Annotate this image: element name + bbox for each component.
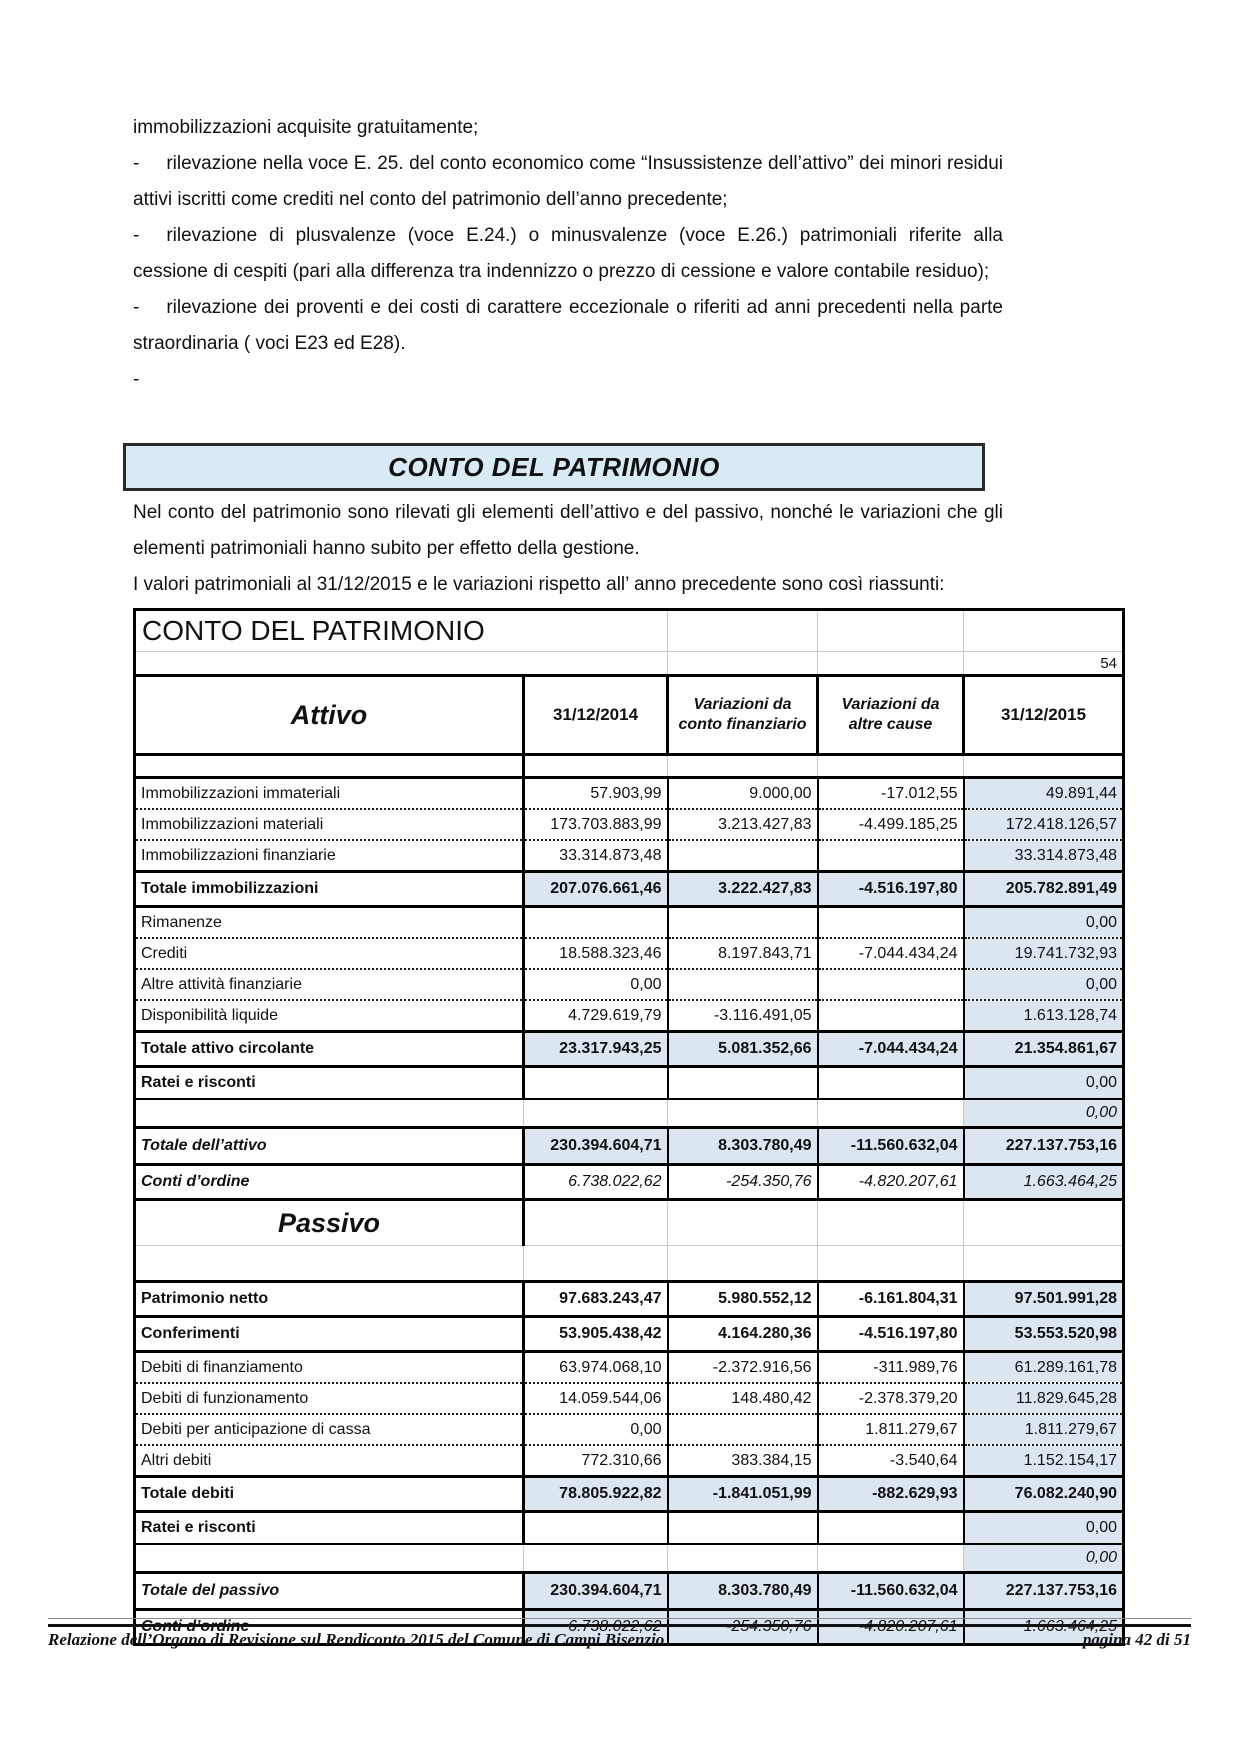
row-value-c2: -254.350,76 [668,1610,818,1645]
row-value-c1 [524,907,668,939]
row-value-c3: -7.044.434,24 [818,938,964,969]
row-value-c4: 61.289.161,78 [964,1352,1124,1384]
row-value-c3: -311.989,76 [818,1352,964,1384]
row-value-c4: 0,00 [964,1544,1124,1573]
row-value-c4: 76.082.240,90 [964,1477,1124,1512]
row-label: Immobilizzazioni immateriali [135,778,524,810]
table-row [135,1544,1124,1573]
row-value-c1: 97.683.243,47 [524,1282,668,1317]
row-value-c2 [668,1200,818,1246]
table-row [135,840,1124,872]
row-value-c1 [524,1544,668,1573]
row-value-c2 [668,1246,818,1282]
footer-page-number: pagina 42 di 51 [1082,1630,1191,1649]
row-value-c3: -6.161.804,31 [818,1282,964,1317]
row-label: Conferimenti [135,1317,524,1352]
row-value-c1: 230.394.604,71 [524,1573,668,1610]
row-label: Totale del passivo [135,1573,524,1610]
empty-cell [964,610,1124,652]
row-value-c2: 148.480,42 [668,1383,818,1414]
page-number-badge: 54 [964,652,1124,676]
row-value-c3: -7.044.434,24 [818,1032,964,1067]
row-value-c2 [668,755,818,778]
row-value-c1 [524,1200,668,1246]
table-row [135,809,1124,840]
row-value-c2: -254.350,76 [668,1165,818,1200]
row-value-c2: 3.213.427,83 [668,809,818,840]
row-value-c2: -3.116.491,05 [668,1000,818,1032]
row-value-c3: -11.560.632,04 [818,1573,964,1610]
column-header-variazioni-finanziario: Variazioni da conto finanziario [668,676,818,755]
empty-cell [668,652,818,676]
intro-line [133,110,1003,146]
row-value-c3: -4.516.197,80 [818,1317,964,1352]
row-value-c3 [818,907,964,939]
table-row [135,938,1124,969]
row-value-c1: 207.076.661,46 [524,872,668,907]
row-value-c4: 0,00 [964,1099,1124,1128]
intro-line-text: immobilizzazioni acquisite gratuitamente; [133,117,479,138]
row-value-c2: 5.081.352,66 [668,1032,818,1067]
row-label: Immobilizzazioni materiali [135,809,524,840]
row-value-c3 [818,1200,964,1246]
table-row [135,1317,1124,1352]
row-value-c3: -2.378.379,20 [818,1383,964,1414]
section-paragraphs [133,495,1003,603]
row-value-c3: -882.629,93 [818,1477,964,1512]
row-value-c3: -3.540,64 [818,1445,964,1477]
row-value-c4 [964,755,1124,778]
table-row [135,1246,1124,1282]
column-header-2014: 31/12/2014 [524,676,668,755]
table-row [135,1000,1124,1032]
row-label [135,1544,524,1573]
row-value-c2 [668,840,818,872]
section-title-box [123,443,985,491]
table-row [135,1477,1124,1512]
row-value-c1: 78.805.922,82 [524,1477,668,1512]
row-value-c2 [668,1067,818,1100]
table-row [135,969,1124,1000]
column-header-2015: 31/12/2015 [964,676,1124,755]
table-row [135,778,1124,810]
row-value-c2: 8.303.780,49 [668,1573,818,1610]
row-value-c2 [668,1099,818,1128]
row-label: Rimanenze [135,907,524,939]
row-value-c2 [668,1544,818,1573]
row-value-c1: 23.317.943,25 [524,1032,668,1067]
row-value-c2: 8.197.843,71 [668,938,818,969]
row-value-c3: 1.811.279,67 [818,1414,964,1445]
row-value-c1 [524,1512,668,1545]
row-value-c4: 49.891,44 [964,778,1124,810]
table-row [135,1099,1124,1128]
table-row [135,1512,1124,1545]
row-value-c4: 11.829.645,28 [964,1383,1124,1414]
row-value-c3 [818,1067,964,1100]
table-page-row [135,652,1124,676]
row-value-c4: 172.418.126,57 [964,809,1124,840]
row-value-c3 [818,1000,964,1032]
row-value-c4 [964,1246,1124,1282]
row-value-c4: 21.354.861,67 [964,1032,1124,1067]
table-row [135,907,1124,939]
row-value-c2: 383.384,15 [668,1445,818,1477]
row-value-c1 [524,1246,668,1282]
patrimonio-rows [135,755,1124,1645]
empty-cell [135,652,668,676]
row-value-c1: 173.703.883,99 [524,809,668,840]
row-value-c3 [818,1246,964,1282]
column-header-attivo: Attivo [135,676,524,755]
row-value-c2: 4.164.280,36 [668,1317,818,1352]
row-value-c1: 18.588.323,46 [524,938,668,969]
row-value-c4: 227.137.753,16 [964,1128,1124,1165]
empty-cell [668,610,818,652]
footer-left-text: Relazione dell’Organo di Revisione sul Rendiconto 2015 del Comune di Campi Bisenzio [48,1630,665,1649]
row-value-c1: 57.903,99 [524,778,668,810]
row-label: Altre attività finanziarie [135,969,524,1000]
row-label: Passivo [135,1200,524,1246]
row-value-c4: 1.152.154,17 [964,1445,1124,1477]
table-row [135,1165,1124,1200]
bullet-dash: - [133,153,140,174]
row-value-c3: -17.012,55 [818,778,964,810]
intro-item-text: rilevazione di plusvalenze (voce E.24.) o minusvalenze (voce E.26.) patrimoniali riferite alla cessione di cespiti (pari alla differenza tra indennizzo o prezzo di cessione e valore contabile residuo); [133,225,1003,282]
paragraph: Nel conto del patrimonio sono rilevati gli elementi dell’attivo e del passivo, nonché le variazioni che gli elementi patrimoniali hanno subito per effetto della gestione. [133,502,1003,559]
row-value-c1: 230.394.604,71 [524,1128,668,1165]
row-value-c1 [524,755,668,778]
intro-dash-line [133,362,1003,398]
table-row [135,1383,1124,1414]
row-value-c3: -4.499.185,25 [818,809,964,840]
row-value-c2: -1.841.051,99 [668,1477,818,1512]
row-label: Ratei e risconti [135,1067,524,1100]
row-label: Debiti di funzionamento [135,1383,524,1414]
row-value-c3 [818,755,964,778]
row-value-c4: 0,00 [964,969,1124,1000]
page-footer [48,1618,1191,1650]
table-row [135,1282,1124,1317]
intro-item [133,218,1003,290]
row-value-c1: 6.738.022,62 [524,1165,668,1200]
row-label: Disponibilità liquide [135,1000,524,1032]
row-label: Totale debiti [135,1477,524,1512]
section-title: CONTO DEL PATRIMONIO [388,452,720,482]
row-value-c4: 1.663.464,25 [964,1610,1124,1645]
conto-patrimonio-table [133,608,1125,1646]
intro-item [133,146,1003,218]
row-label: Debiti per anticipazione di cassa [135,1414,524,1445]
row-value-c1: 63.974.068,10 [524,1352,668,1384]
bullet-dash: - [133,225,140,246]
row-label: Conti d’ordine [135,1610,524,1645]
row-value-c4: 1.663.464,25 [964,1165,1124,1200]
bullet-dash: - [133,297,140,318]
row-value-c4: 0,00 [964,1512,1124,1545]
row-value-c4: 227.137.753,16 [964,1573,1124,1610]
row-value-c4: 97.501.991,28 [964,1282,1124,1317]
row-value-c2: -2.372.916,56 [668,1352,818,1384]
row-value-c4 [964,1200,1124,1246]
row-value-c4: 33.314.873,48 [964,840,1124,872]
intro-item-text: rilevazione dei proventi e dei costi di carattere eccezionale o riferiti ad anni precedenti nella parte straordinaria ( voci E23 ed E28). [133,297,1003,354]
row-value-c3: -4.516.197,80 [818,872,964,907]
intro-text [133,110,1003,398]
intro-item [133,290,1003,362]
row-value-c4: 0,00 [964,1067,1124,1100]
table-row [135,1200,1124,1246]
row-value-c1: 0,00 [524,969,668,1000]
row-value-c2 [668,1512,818,1545]
row-value-c1: 53.905.438,42 [524,1317,668,1352]
row-value-c2 [668,907,818,939]
row-label: Altri debiti [135,1445,524,1477]
row-label [135,1099,524,1128]
table-row [135,1128,1124,1165]
row-label: Ratei e risconti [135,1512,524,1545]
table-row [135,872,1124,907]
table-header-row [135,676,1124,755]
table-title: CONTO DEL PATRIMONIO [135,610,668,652]
table-row [135,1573,1124,1610]
intro-item-text: rilevazione nella voce E. 25. del conto economico come “Insussistenze dell’attivo” dei minori residui attivi iscritti come crediti nel conto del patrimonio dell’anno precedente; [133,153,1003,210]
table-row [135,1032,1124,1067]
row-label: Conti d’ordine [135,1165,524,1200]
row-value-c2: 9.000,00 [668,778,818,810]
row-value-c1: 33.314.873,48 [524,840,668,872]
row-value-c3 [818,969,964,1000]
footer-rule [48,1618,1191,1627]
row-value-c2: 3.222.427,83 [668,872,818,907]
row-value-c1 [524,1099,668,1128]
row-value-c3 [818,1544,964,1573]
row-label: Immobilizzazioni finanziarie [135,840,524,872]
row-value-c4: 0,00 [964,907,1124,939]
row-value-c3: -4.820.207,61 [818,1610,964,1645]
row-value-c1: 14.059.544,06 [524,1383,668,1414]
row-value-c4: 53.553.520,98 [964,1317,1124,1352]
row-value-c3 [818,1099,964,1128]
row-label: Totale attivo circolante [135,1032,524,1067]
row-value-c3: -11.560.632,04 [818,1128,964,1165]
row-value-c2 [668,1414,818,1445]
empty-cell [818,652,964,676]
table-row [135,1445,1124,1477]
row-value-c2 [668,969,818,1000]
row-value-c1: 772.310,66 [524,1445,668,1477]
table-row [135,1067,1124,1100]
empty-cell [818,610,964,652]
row-label: Totale immobilizzazioni [135,872,524,907]
row-label: Totale dell’attivo [135,1128,524,1165]
row-value-c4: 19.741.732,93 [964,938,1124,969]
row-label: Patrimonio netto [135,1282,524,1317]
row-value-c1: 4.729.619,79 [524,1000,668,1032]
row-label: Debiti di finanziamento [135,1352,524,1384]
row-value-c2: 5.980.552,12 [668,1282,818,1317]
table-row [135,755,1124,778]
row-value-c1 [524,1067,668,1100]
row-value-c1: 6.738.022,62 [524,1610,668,1645]
row-value-c3: -4.820.207,61 [818,1165,964,1200]
row-value-c3 [818,840,964,872]
row-value-c4: 205.782.891,49 [964,872,1124,907]
row-label: Crediti [135,938,524,969]
table-row [135,1414,1124,1445]
table-title-row [135,610,1124,652]
bullet-dash: - [133,369,140,390]
paragraph: I valori patrimoniali al 31/12/2015 e le variazioni rispetto all’ anno precedente sono così riassunti: [133,574,945,595]
table-row [135,1352,1124,1384]
row-value-c4: 1.811.279,67 [964,1414,1124,1445]
row-label [135,1246,524,1282]
column-header-variazioni-altre: Variazioni da altre cause [818,676,964,755]
row-value-c2: 8.303.780,49 [668,1128,818,1165]
row-value-c4: 1.613.128,74 [964,1000,1124,1032]
row-label [135,755,524,778]
row-value-c3 [818,1512,964,1545]
row-value-c1: 0,00 [524,1414,668,1445]
